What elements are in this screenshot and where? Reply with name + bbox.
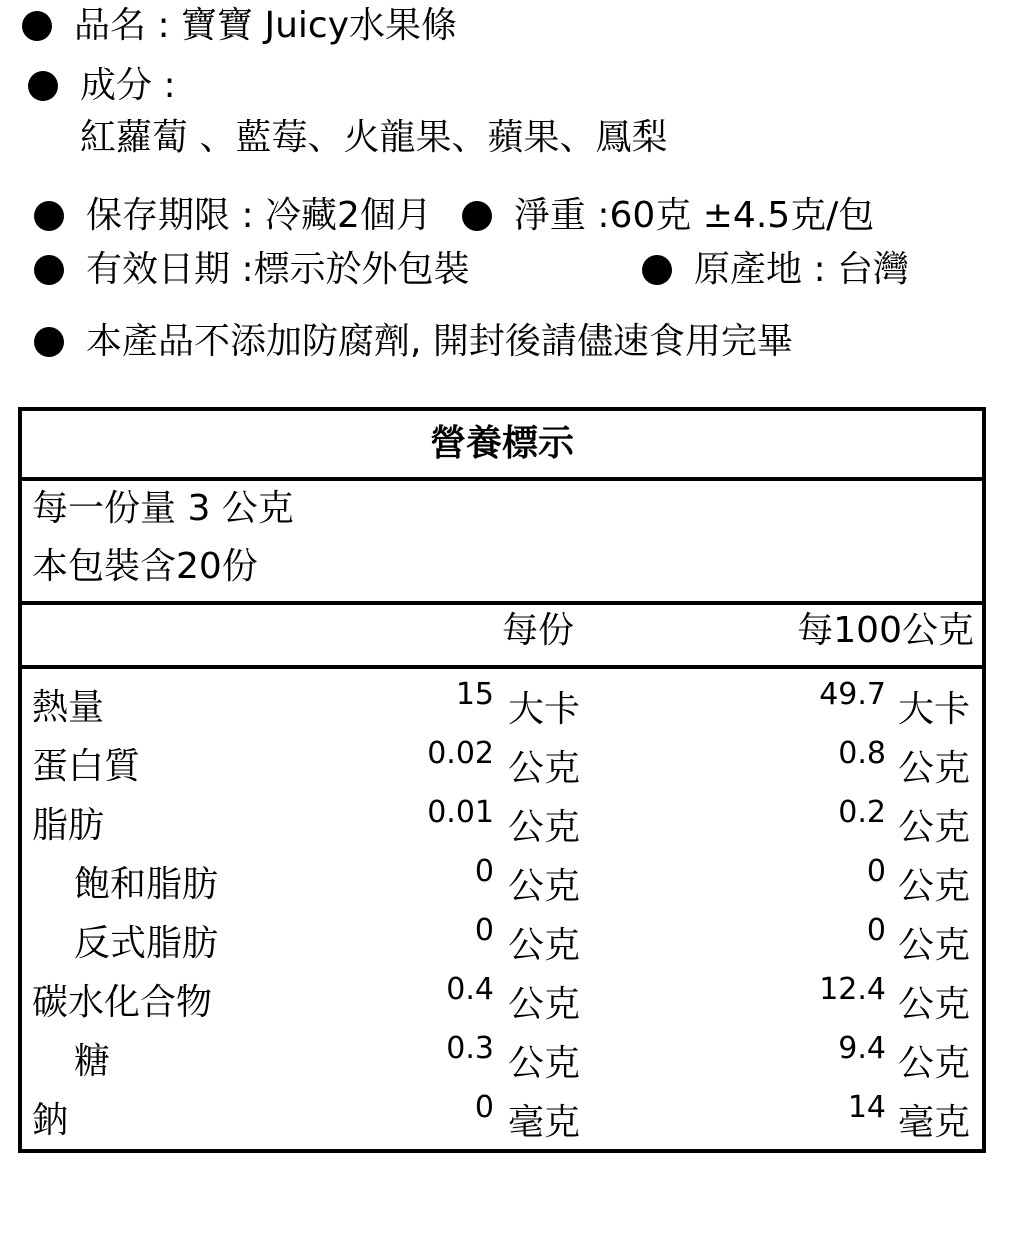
nutrient-name: 鈉 xyxy=(32,1100,69,1141)
origin: 原產地 : 台灣 xyxy=(694,249,910,290)
expiry-line xyxy=(34,248,470,292)
per-100g-unit: 公克 xyxy=(898,748,971,789)
per-serving-unit: 毫克 xyxy=(508,1102,581,1143)
bullet-icon xyxy=(462,201,492,231)
nutrient-name: 蛋白質 xyxy=(32,746,141,787)
product-name-line xyxy=(22,4,457,48)
nutrient-row-energy xyxy=(22,673,982,732)
per-serving-unit: 公克 xyxy=(508,984,581,1025)
col-per-serving: 每份 xyxy=(502,610,575,651)
nutrient-name: 脂肪 xyxy=(32,805,105,846)
per-100g-unit: 大卡 xyxy=(898,689,971,730)
ingredients-label-line xyxy=(28,64,176,108)
net-weight: 淨重 :60克 ±4.5克/包 xyxy=(513,195,875,236)
per-serving-value: 0 xyxy=(474,1090,494,1125)
expiry-date: 有效日期 :標示於外包裝 xyxy=(86,249,470,290)
nutrient-name: 糖 xyxy=(74,1041,111,1082)
divider xyxy=(22,477,982,481)
per-serving-value: 0 xyxy=(474,854,494,889)
per-100g-unit: 公克 xyxy=(898,807,971,848)
per-100g-unit: 公克 xyxy=(898,984,971,1025)
per-100g-value: 0 xyxy=(866,854,886,889)
col-per-100g: 每100公克 xyxy=(797,610,974,651)
per-100g-unit: 公克 xyxy=(898,866,971,907)
nutrition-title: 營養標示 xyxy=(429,423,574,464)
nutrient-row-trans-fat xyxy=(22,909,982,968)
per-100g-unit: 公克 xyxy=(898,925,971,966)
per-100g-value: 12.4 xyxy=(819,972,886,1007)
per-serving-unit: 公克 xyxy=(508,1043,581,1084)
per-100g-value: 49.7 xyxy=(819,677,886,712)
per-100g-value: 0.2 xyxy=(838,795,886,830)
per-serving-unit: 大卡 xyxy=(508,689,581,730)
nutrient-row-protein xyxy=(22,732,982,791)
bullet-icon xyxy=(28,71,58,101)
per-serving-value: 15 xyxy=(455,677,494,712)
servings-per-package: 本包裝含20份 xyxy=(32,546,258,587)
per-100g-value: 0.8 xyxy=(838,736,886,771)
per-serving-value: 0.4 xyxy=(446,972,494,1007)
nutrient-name: 熱量 xyxy=(32,687,105,728)
bullet-icon xyxy=(34,327,64,357)
nutrient-row-sodium xyxy=(22,1086,982,1145)
per-serving-unit: 公克 xyxy=(508,866,581,907)
per-serving-unit: 公克 xyxy=(508,807,581,848)
shelf-life-line xyxy=(34,194,874,238)
per-serving-value: 0.01 xyxy=(427,795,494,830)
bullet-icon xyxy=(34,201,64,231)
nutrient-name: 飽和脂肪 xyxy=(74,864,219,905)
origin-line xyxy=(642,248,909,292)
nutrient-row-fat xyxy=(22,791,982,850)
nutrient-row-saturated-fat xyxy=(22,850,982,909)
per-serving-value: 0.02 xyxy=(427,736,494,771)
bullet-icon xyxy=(22,11,52,41)
per-serving-unit: 公克 xyxy=(508,748,581,789)
per-100g-unit: 毫克 xyxy=(898,1102,971,1143)
shelf-life: 保存期限 : 冷藏2個月 xyxy=(86,195,432,236)
product-name: 品名 : 寶寶 Juicy水果條 xyxy=(74,5,457,46)
per-serving-value: 0 xyxy=(474,913,494,948)
ingredients-label: 成分 : xyxy=(80,65,176,106)
notice: 本產品不添加防腐劑, 開封後請儘速食用完畢 xyxy=(86,321,793,362)
nutrient-row-sugar xyxy=(22,1027,982,1086)
per-100g-value: 14 xyxy=(847,1090,886,1125)
nutrient-row-carbohydrate xyxy=(22,968,982,1027)
nutrient-name: 反式脂肪 xyxy=(74,923,219,964)
per-100g-value: 9.4 xyxy=(838,1031,886,1066)
nutrition-label xyxy=(18,407,986,1153)
per-serving-value: 0.3 xyxy=(446,1031,494,1066)
ingredients-list: 紅蘿蔔 、藍莓、火龍果、蘋果、鳳梨 xyxy=(80,117,668,158)
ingredients-line xyxy=(80,116,667,160)
per-100g-unit: 公克 xyxy=(898,1043,971,1084)
divider xyxy=(22,665,982,669)
notice-line xyxy=(34,320,793,364)
nutrient-name: 碳水化合物 xyxy=(32,982,213,1023)
per-100g-value: 0 xyxy=(866,913,886,948)
serving-size: 每一份量 3 公克 xyxy=(32,488,294,529)
bullet-icon xyxy=(642,255,672,285)
bullet-icon xyxy=(34,255,64,285)
divider xyxy=(22,601,982,605)
per-serving-unit: 公克 xyxy=(508,925,581,966)
